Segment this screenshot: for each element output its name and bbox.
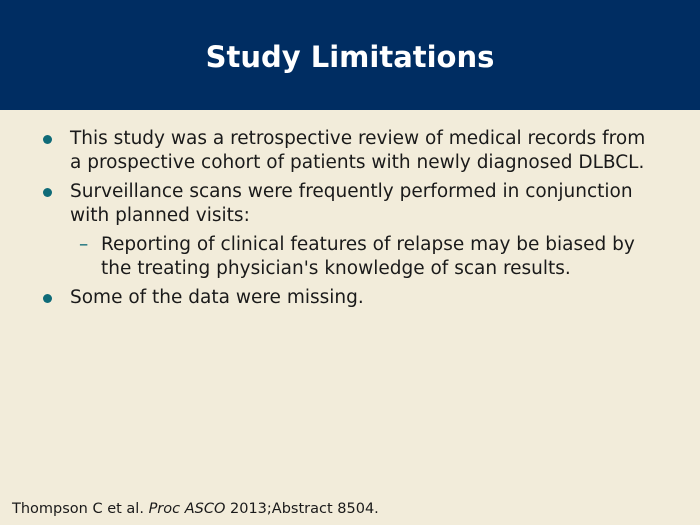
bullet-dot-icon [43, 135, 52, 144]
bullet-list [0, 127, 700, 315]
bullet-item [0, 180, 700, 228]
bullet-item [0, 286, 700, 310]
title-bar [0, 0, 700, 110]
bullet-text: Surveillance scans were frequently performed in conjunction with planned visits: [70, 181, 633, 226]
dash-icon: – [79, 234, 89, 255]
citation-authors: Thompson C et al. [12, 501, 149, 517]
bullet-dot-icon [43, 294, 52, 303]
bullet-text: This study was a retrospective review of medical records from a prospective cohort of patients with newly diagnosed DLBCL. [70, 128, 646, 173]
sub-bullet-text: Reporting of clinical features of relapse may be biased by the treating physician's knowledge of scan results. [101, 234, 635, 279]
slide-title: Study Limitations [205, 40, 495, 74]
citation-journal: Proc ASCO [148, 501, 226, 517]
bullet-dot-icon [43, 188, 52, 197]
sub-bullet-item [0, 233, 700, 281]
bullet-item [0, 127, 700, 175]
bullet-text: Some of the data were missing. [70, 287, 364, 308]
citation-details: 2013;Abstract 8504. [225, 501, 379, 517]
citation-footer [12, 500, 379, 518]
